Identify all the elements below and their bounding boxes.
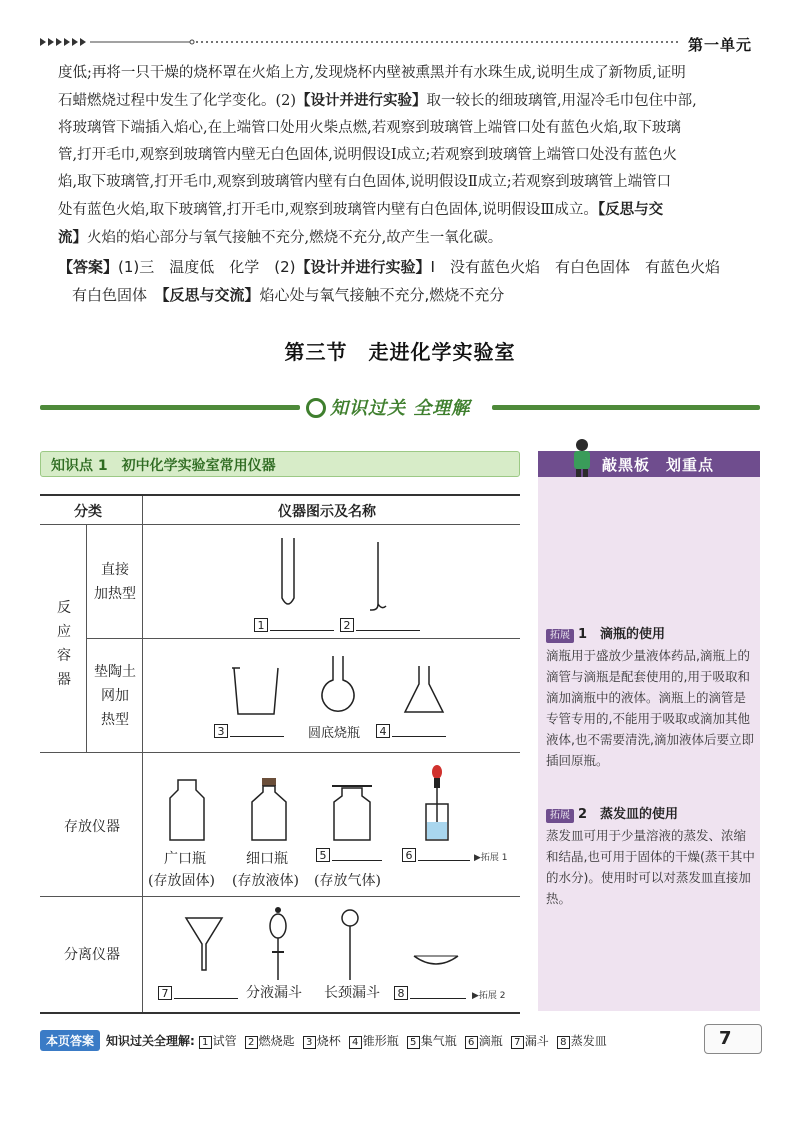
answers-badge: 本页答案 (40, 1030, 100, 1051)
extension-tag: 拓展 (546, 809, 574, 823)
answer-item: 5 集气瓶 (407, 1034, 457, 1048)
label-round-flask: 圆底烧瓶 (308, 726, 361, 741)
instrument-table (40, 494, 520, 1014)
label-long-neck-funnel: 长颈漏斗 (324, 985, 380, 1001)
blank-slot-2: 2 (340, 618, 420, 632)
answer-item: 8 蒸发皿 (557, 1034, 607, 1048)
funnel-icon (184, 914, 224, 974)
long-neck-funnel-icon (338, 908, 362, 982)
blank-slot-8: 8 (394, 986, 466, 1000)
knowledge-point-header: 知识点 1 初中化学实验室常用仪器 (40, 451, 520, 477)
blank-slot-7: 7 (158, 986, 238, 1000)
extension-link-2[interactable]: ▶拓展 2 (472, 991, 506, 1001)
label-wide-note: (存放固体) (148, 873, 215, 889)
row-storage: 存放仪器 (64, 819, 120, 835)
blank-slot-6: 6 (402, 848, 470, 862)
page-number: 7 (704, 1024, 762, 1054)
evaporating-dish-icon (412, 952, 460, 970)
header-decoration (40, 36, 680, 48)
answer-item: 3 烧杯 (303, 1034, 341, 1048)
answer-tag: 【答案】 (58, 258, 119, 276)
label-wide-bottle: 广口瓶 (164, 851, 206, 867)
combustion-spoon-icon (368, 540, 388, 612)
label-narrow-bottle: 细口瓶 (246, 851, 288, 867)
key-points-sidebar (538, 451, 760, 1011)
conical-flask-icon (402, 664, 446, 718)
extension-tag: 拓展 (546, 629, 574, 643)
test-tube-icon (278, 536, 298, 612)
prose-line: 焰,取下玻璃管,打开毛巾,观察到玻璃管内壁有白色固体,说明假设Ⅱ成立;若观察到玻璃管上端管口 (58, 174, 672, 190)
answer-item: 2 燃烧匙 (245, 1034, 295, 1048)
col-header-items: 仪器图示及名称 (278, 504, 376, 520)
answer-item: 7 漏斗 (511, 1034, 549, 1048)
label-separatory-funnel: 分液漏斗 (246, 985, 302, 1001)
narrow-mouth-bottle-icon (248, 776, 290, 844)
separatory-funnel-icon (266, 906, 290, 982)
section-title: 第三节 走进化学实验室 (284, 340, 516, 364)
col-header-category: 分类 (74, 504, 102, 520)
refresh-icon (306, 398, 326, 418)
answer-item: 1 试管 (199, 1034, 237, 1048)
extension-2-note: 拓展 2 蒸发皿的使用 蒸发皿可用于少量溶液的蒸发、浓缩和结晶,也可用于固体的干燥(蒸干其中的水分)。使用时可以对蒸发皿直接加热。 (546, 807, 755, 906)
group-reaction-vessels: 反 应 容 器 (57, 600, 71, 688)
banner-title: 知识过关 全理解 (330, 398, 471, 419)
blank-slot-4: 4 (376, 724, 446, 738)
row-gauze-heating: 垫陶土 网加 热型 (94, 664, 136, 728)
banner-line-right (492, 405, 760, 410)
prose-line: 流】火焰的焰心部分与氧气接触不充分,燃烧不充分,故产生一氧化碳。 (58, 229, 503, 246)
label-gas-note: (存放气体) (314, 873, 381, 889)
unit-title: 第一单元 (688, 36, 753, 54)
answer-item: 6 滴瓶 (465, 1034, 503, 1048)
section-banner (40, 392, 760, 422)
dropper-bottle-icon (422, 764, 452, 844)
prose-line: 度低;再将一只干燥的烧杯罩在火焰上方,发现烧杯内壁被熏黑并有水珠生成,说明生成了新物质,证明 (58, 65, 686, 81)
answer-block: 【答案】(1)三 温度低 化学 (2)【设计并进行实验】Ⅰ 没有蓝色火焰 有白色固体 有蓝色火焰 有白色固体 【反思与交流】焰心处与氧气接触不充分,燃烧不充分 (58, 258, 720, 304)
row-direct-heating: 直接 加热型 (94, 562, 136, 602)
row-separation: 分离仪器 (64, 947, 120, 963)
sidebar-header: 敲黑板 划重点 (538, 451, 760, 477)
gas-bottle-icon (330, 782, 374, 844)
prose-line: 石蜡燃烧过程中发生了化学变化。(2)【设计并进行实验】取一较长的细玻璃管,用湿冷毛巾包住中部, (58, 92, 697, 109)
solution-text (58, 60, 758, 252)
prose-line: 将玻璃管下端插入焰心,在上端管口处用火柴点燃,若观察到玻璃管上端管口处有蓝色火焰,取下玻璃 (58, 120, 681, 136)
label-narrow-note: (存放液体) (232, 873, 299, 889)
beaker-icon (230, 664, 282, 718)
extension-1-note: 拓展 1 滴瓶的使用 滴瓶用于盛放少量液体药品,滴瓶上的滴管与滴瓶是配套使用的,用于吸取和滴加滴瓶中的液体。滴瓶上的滴管是专管专用的,不能用于吸取或滴加其他液体,也不需要清洗,滴加液体后要立即插回原瓶。 (546, 627, 754, 768)
blank-slot-3: 3 (214, 724, 284, 738)
blank-slot-5: 5 (316, 848, 382, 862)
prose-line: 管,打开毛巾,观察到玻璃管内壁无白色固体,说明假设Ⅰ成立;若观察到玻璃管上端管口处没有蓝色火 (58, 147, 677, 163)
page-answers: 本页答案 知识过关全理解: 1 试管 2 燃烧匙 3 烧杯 4 锥形瓶 5 集气瓶 6 滴瓶 7 漏斗 8 蒸发皿 (40, 1030, 690, 1054)
extension-link-1[interactable]: ▶拓展 1 (474, 853, 508, 863)
wide-mouth-bottle-icon (166, 778, 208, 844)
banner-line-left (40, 405, 300, 410)
teacher-icon (568, 437, 596, 477)
blank-slot-1: 1 (254, 618, 334, 632)
round-flask-icon (318, 654, 358, 718)
answer-item: 4 锥形瓶 (349, 1034, 399, 1048)
prose-line: 处有蓝色火焰,取下玻璃管,打开毛巾,观察到玻璃管内壁有白色固体,说明假设Ⅲ成立。【反思与交 (58, 201, 664, 218)
